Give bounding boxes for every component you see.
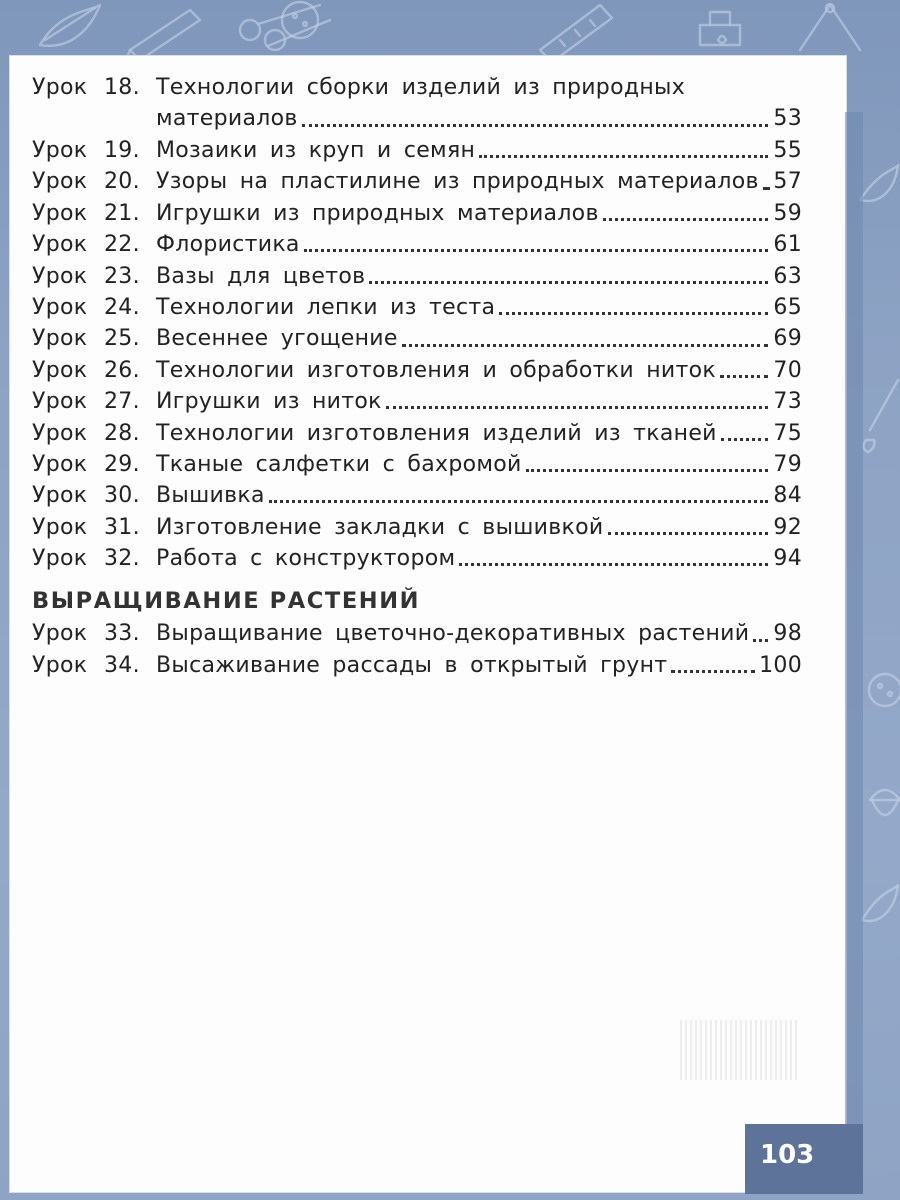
lesson-number: 28.	[104, 420, 140, 446]
lesson-title: Вышивка	[156, 483, 265, 509]
lesson-title: Работа с конструктором	[156, 546, 456, 572]
lesson-label: Урок	[32, 232, 88, 258]
lesson-title: Игрушки из природных материалов	[156, 200, 599, 226]
toc-entry[interactable]	[32, 386, 802, 417]
lesson-title: Весеннее угощение	[156, 326, 398, 352]
lesson-number: 23.	[104, 263, 140, 289]
dot-leader	[608, 530, 769, 535]
lesson-number: 18.	[104, 75, 140, 100]
lesson-number: 31.	[104, 514, 140, 540]
dot-leader	[526, 467, 768, 472]
page-number: 53	[773, 106, 802, 132]
page-number: 59	[773, 200, 802, 226]
dot-leader	[671, 668, 755, 673]
lesson-number: 30.	[104, 483, 140, 509]
section-heading: ВЫРАЩИВАНИЕ РАСТЕНИЙ	[32, 588, 421, 615]
toc-entry[interactable]	[32, 355, 802, 386]
page-number: 61	[773, 232, 802, 258]
lesson-label: Урок	[32, 200, 88, 226]
lesson-number: 20.	[104, 169, 140, 195]
lesson-label: Урок	[32, 652, 88, 678]
page-number: 100	[759, 652, 802, 678]
leaf-doodle-icon	[862, 885, 898, 921]
toc-entry[interactable]	[32, 512, 802, 543]
lesson-label: Урок	[32, 420, 88, 446]
page-edge-strip	[845, 112, 863, 1124]
lesson-title: Тканые салфетки с бахромой	[156, 451, 522, 477]
toc-entry[interactable]	[32, 72, 802, 135]
dot-leader	[304, 247, 768, 252]
lesson-number: 25.	[104, 326, 140, 352]
dot-leader	[269, 498, 768, 503]
lesson-label: Урок	[32, 514, 88, 540]
page-number-text: 103	[760, 1140, 815, 1170]
lesson-number: 22.	[104, 232, 140, 258]
lesson-label: Урок	[32, 357, 88, 383]
toc-entry[interactable]	[32, 323, 802, 354]
acorn-doodle-icon	[870, 790, 900, 815]
toc-entry[interactable]	[32, 261, 802, 292]
page-number: 65	[773, 294, 802, 320]
toc-entry[interactable]	[32, 650, 802, 681]
dot-leader	[369, 279, 768, 284]
lesson-title: Высаживание рассады в открытый грунт	[156, 652, 668, 678]
lesson-label: Урок	[32, 326, 88, 352]
dot-leader	[402, 342, 768, 347]
toc-entry[interactable]	[32, 198, 802, 229]
dot-leader	[302, 122, 768, 127]
toc-entry[interactable]	[32, 449, 802, 480]
dot-leader	[721, 436, 768, 441]
lesson-label: Урок	[32, 294, 88, 320]
page-number: 70	[773, 357, 802, 383]
leaf-doodle-icon	[40, 5, 100, 46]
lesson-title-line1: Технологии сборки изделий из природных	[156, 75, 686, 100]
lesson-title: Технологии лепки из теста	[156, 294, 496, 320]
page-number: 69	[773, 326, 802, 352]
toc-entry[interactable]	[32, 229, 802, 260]
ink-bottle-doodle-icon	[700, 12, 740, 45]
toc-entry[interactable]	[32, 166, 802, 197]
lesson-label: Урок	[32, 389, 88, 415]
page-number: 63	[773, 263, 802, 289]
ruler-doodle-icon	[540, 5, 612, 62]
dot-leader	[603, 216, 768, 221]
dot-leader	[753, 637, 768, 642]
lesson-label: Урок	[32, 451, 88, 477]
lesson-number: 19.	[104, 138, 140, 163]
lesson-title: Узоры на пластилине из природных материалов	[156, 169, 759, 195]
dot-leader	[763, 185, 768, 190]
dot-leader	[499, 310, 768, 315]
page-number: 84	[773, 483, 802, 509]
lesson-number: 32.	[104, 546, 140, 572]
page-number: 73	[773, 389, 802, 415]
lesson-title: материалов	[156, 106, 298, 132]
lesson-title: Технологии изготовления и обработки ниток	[156, 357, 716, 383]
leaf-doodle-icon	[860, 165, 898, 201]
lesson-label: Урок	[32, 483, 88, 509]
page-number: 79	[773, 451, 802, 477]
dot-leader	[479, 153, 768, 158]
toc-entry[interactable]	[32, 543, 802, 574]
compass-doodle-icon	[800, 4, 860, 50]
lesson-label: Урок	[32, 621, 88, 647]
pencil-doodle-icon	[125, 10, 200, 62]
page-number: 75	[773, 420, 802, 446]
lesson-number: 21.	[104, 200, 140, 226]
toc-entry[interactable]	[32, 135, 802, 166]
lesson-label: Урок	[32, 138, 88, 163]
lesson-title: Изготовление закладки с вышивкой	[156, 514, 604, 540]
faded-barcode-ghost	[680, 1020, 800, 1080]
toc-entry[interactable]	[32, 618, 802, 649]
lesson-title: Вазы для цветов	[156, 263, 366, 289]
lesson-title: Игрушки из ниток	[156, 389, 382, 415]
lesson-label: Урок	[32, 169, 88, 195]
paintbrush-doodle-icon	[863, 380, 898, 452]
lesson-number: 26.	[104, 357, 140, 383]
lesson-title: Технологии изготовления изделий из тканей	[156, 420, 717, 446]
lesson-label: Урок	[32, 75, 88, 100]
lesson-number: 34.	[104, 652, 140, 678]
lesson-number: 27.	[104, 389, 140, 415]
toc-entry[interactable]	[32, 292, 802, 323]
dot-leader	[720, 373, 768, 378]
page-number: 98	[773, 621, 802, 647]
dot-leader	[386, 404, 768, 409]
toc-entry[interactable]	[32, 480, 802, 511]
toc-entry[interactable]	[32, 418, 802, 449]
dot-leader	[459, 561, 768, 566]
lesson-title: Мозаики из круп и семян	[156, 138, 476, 163]
page-number: 55	[773, 138, 802, 163]
lesson-number: 33.	[104, 621, 140, 647]
lesson-label: Урок	[32, 546, 88, 572]
table-of-contents	[32, 72, 802, 681]
page-number: 94	[773, 546, 802, 572]
lesson-number: 29.	[104, 451, 140, 477]
lesson-number: 24.	[104, 294, 140, 320]
lesson-title: Выращивание цветочно-декоративных растений	[156, 621, 750, 647]
button-doodle-icon	[869, 674, 900, 706]
page-number: 57	[773, 169, 802, 195]
lesson-label: Урок	[32, 263, 88, 289]
lesson-title: Флористика	[156, 232, 300, 258]
page-number: 92	[773, 514, 802, 540]
